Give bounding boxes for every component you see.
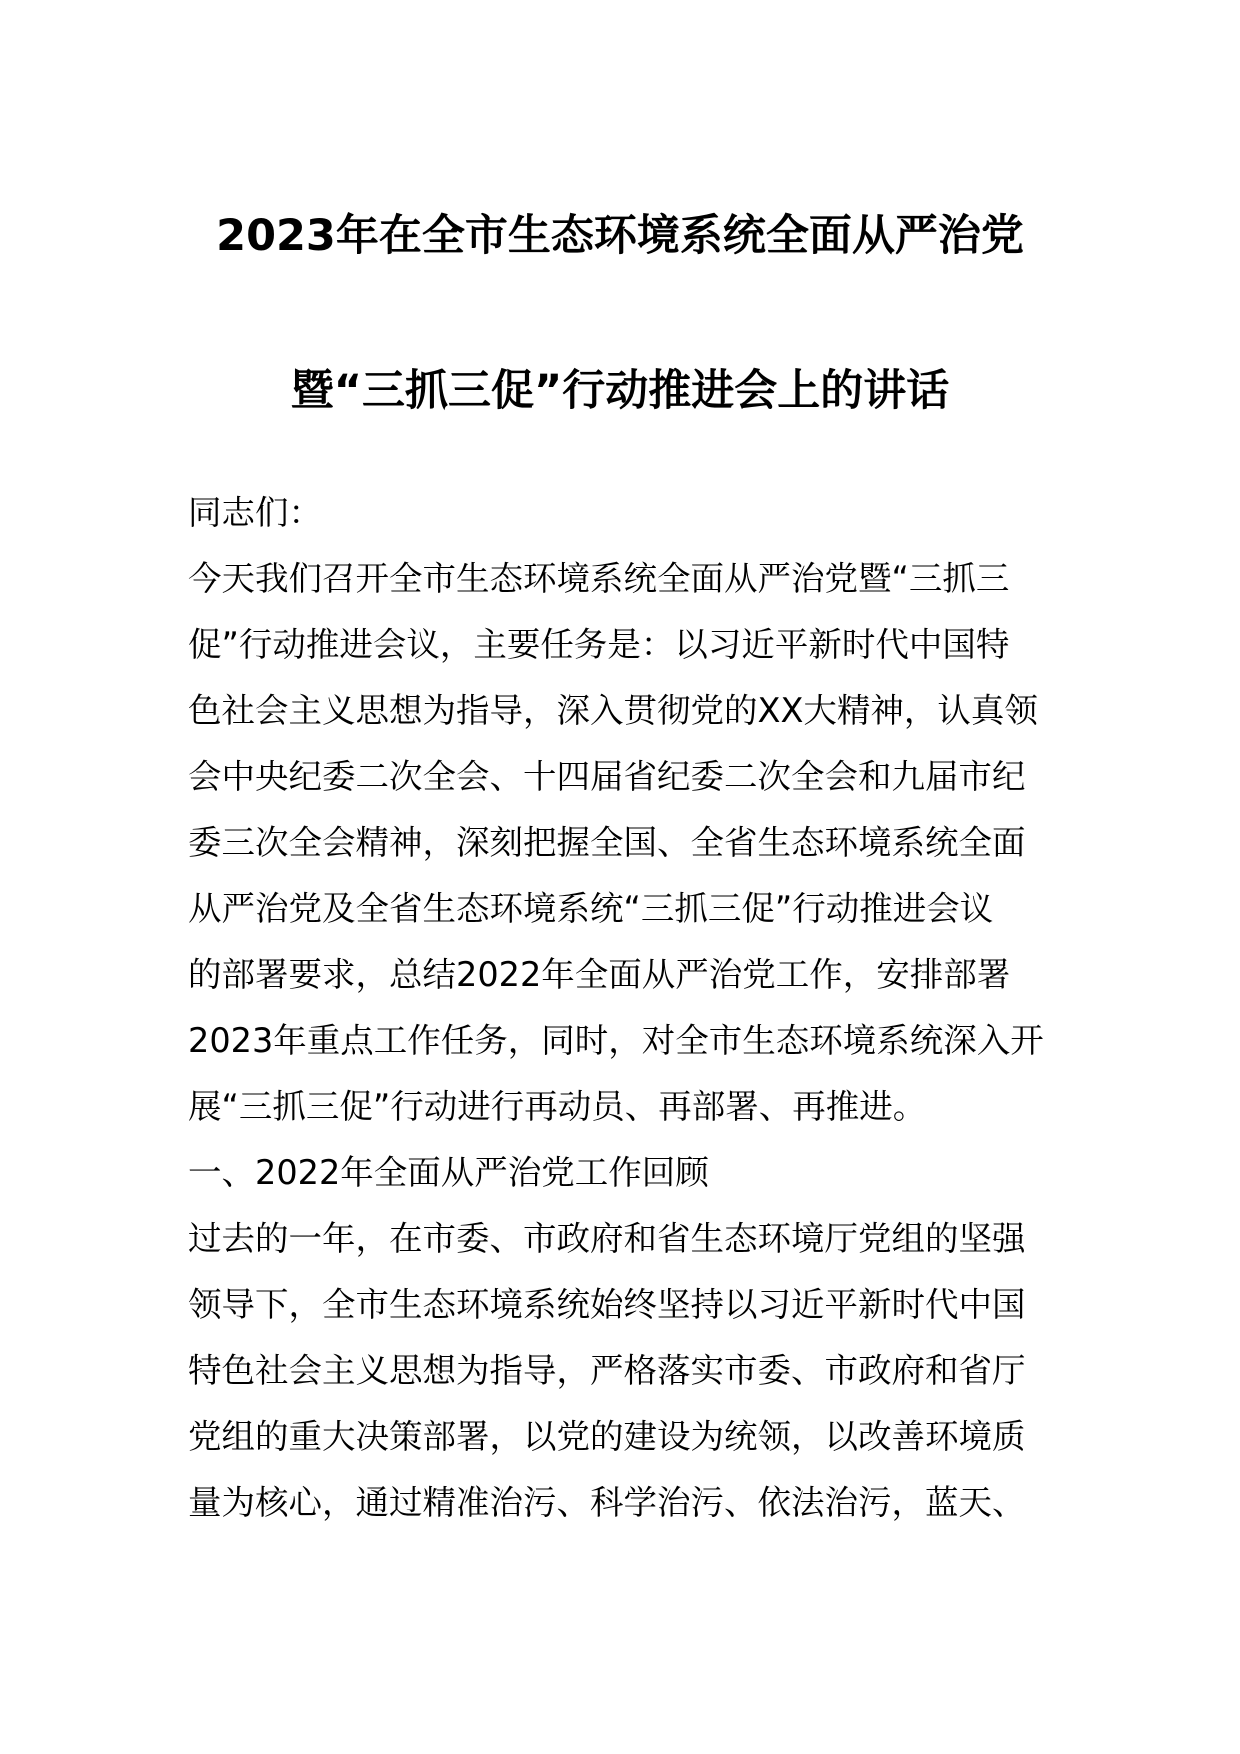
body-line: 特色社会主义思想为指导，严格落实市委、市政府和省厅 — [188, 1351, 1026, 1390]
body-line: 从严治党及全省生态环境系统“三抓三促”行动推进会议 — [188, 889, 994, 928]
body-line: 委三次全会精神，深刻把握全国、全省生态环境系统全面 — [188, 823, 1026, 862]
body-line: 领导下，全市生态环境系统始终坚持以习近平新时代中国 — [188, 1285, 1026, 1324]
document-body — [188, 480, 1060, 1536]
body-line: 色社会主义思想为指导，深入贯彻党的XX大精神，认真领 — [188, 691, 1038, 730]
section-heading: 一、2022年全面从严治党工作回顾 — [188, 1153, 709, 1192]
body-line: 党组的重大决策部署，以党的建设为统领，以改善环境质 — [188, 1417, 1026, 1456]
body-line: 会中央纪委二次全会、十四届省纪委二次全会和九届市纪 — [188, 757, 1026, 796]
body-line: 量为核心，通过精准治污、科学治污、依法治污，蓝天、 — [188, 1483, 1026, 1522]
body-line: 过去的一年，在市委、市政府和省生态环境厅党组的坚强 — [188, 1219, 1026, 1258]
document-title-line-2: 暨“三抓三促”行动推进会上的讲话 — [290, 366, 950, 416]
body-line: 促”行动推进会议，主要任务是：以习近平新时代中国特 — [188, 625, 1010, 664]
document-title-line-1: 2023年在全市生态环境系统全面从严治党 — [216, 211, 1024, 261]
salutation: 同志们： — [188, 493, 322, 532]
body-line: 今天我们召开全市生态环境系统全面从严治党暨“三抓三 — [188, 559, 1010, 598]
body-line: 展“三抓三促”行动进行再动员、再部署、再推进。 — [188, 1087, 927, 1126]
body-line: 2023年重点工作任务，同时，对全市生态环境系统深入开 — [188, 1021, 1044, 1060]
body-line: 的部署要求，总结2022年全面从严治党工作，安排部署 — [188, 955, 1011, 994]
